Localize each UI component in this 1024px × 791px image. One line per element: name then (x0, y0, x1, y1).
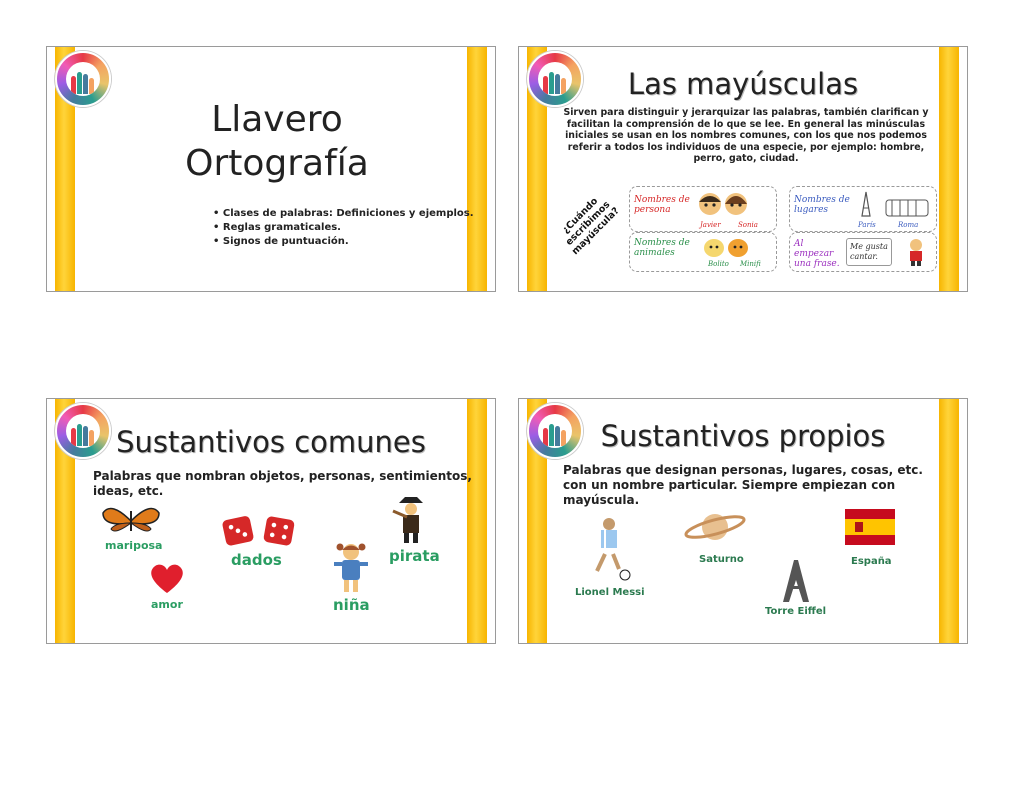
example-box-personas (629, 186, 777, 232)
right-yellow-bar (467, 47, 487, 291)
example-box-frase (789, 232, 937, 272)
slide-description: Palabras que nombran objetos, personas, sentimientos, ideas, etc. (93, 469, 472, 498)
bullet-item: • Signos de puntuación. (213, 235, 474, 249)
label-pirata: pirata (389, 547, 440, 565)
heart-icon (149, 563, 185, 595)
label-torre-eiffel: Torre Eiffel (765, 606, 827, 617)
example-name: Javier (700, 221, 721, 229)
slide-description: Palabras que designan personas, lugares, cosas, etc. con un nombre particular. Siempre empiezan con mayúscula. (563, 463, 923, 507)
box-label: Nombres de animales (634, 238, 690, 258)
slide-sustantivos-comunes (46, 398, 496, 644)
label-dados: dados (231, 551, 282, 569)
example-name: París (858, 221, 876, 229)
example-box-lugares (789, 186, 937, 232)
question-text: ¿Cuándo escribimos mayúscula? (560, 195, 622, 258)
class-logo-icon (55, 51, 111, 107)
soccer-player-icon (587, 517, 633, 581)
singing-child-icon (904, 237, 928, 267)
landmarks-icon (852, 190, 932, 218)
bullet-item: • Reglas gramaticales. (213, 221, 474, 235)
eiffel-tower-icon (779, 556, 813, 604)
slide-llavero-ortografia (46, 46, 496, 292)
pets-icon (700, 235, 752, 259)
example-sentence-card (846, 238, 892, 266)
slide-description: Sirven para distinguir y jerarquizar las palabras, también clarifican y facilitan la comprensión de lo que se lee. En general las minúsculas iniciales se usan en los nombres comunes, con los que nos podemos referir a todos los individuos de una especie, por ejemplo: hombre, perro, gato, ciudad. (563, 107, 929, 164)
bullet-item: • Clases de palabras: Definiciones y ejemplos. (213, 207, 474, 221)
box-label: Nombres de lugares (794, 195, 850, 215)
slide-title: Sustantivos propios (600, 419, 886, 453)
label-lionel-messi: Lionel Messi (575, 587, 645, 598)
children-faces-icon (696, 190, 752, 218)
label-nina: niña (333, 596, 370, 614)
slide-title: Las mayúsculas (627, 67, 859, 101)
example-name: Sonia (738, 221, 758, 229)
bullet-list (213, 207, 474, 249)
slide-sustantivos-propios (518, 398, 968, 644)
example-name: Roma (898, 221, 919, 229)
label-mariposa: mariposa (105, 539, 163, 552)
dice-icon (221, 513, 297, 547)
spain-flag-icon (843, 507, 897, 547)
slide-title-line1: Llavero (211, 99, 343, 140)
slide-title: Sustantivos comunes (116, 425, 426, 459)
girl-icon (329, 541, 373, 595)
example-name: Bolito (708, 260, 729, 268)
example-name: Minifi (740, 260, 761, 268)
saturn-icon (683, 509, 747, 545)
label-espana: España (851, 556, 892, 567)
label-amor: amor (151, 598, 183, 611)
example-box-animales (629, 232, 777, 272)
label-saturno: Saturno (699, 554, 744, 565)
slide-las-mayusculas (518, 46, 968, 292)
butterfly-icon (101, 505, 161, 537)
pirate-icon (387, 495, 433, 545)
box-label: Nombres de persona (634, 195, 690, 215)
box-label: Al empezar una frase. (794, 239, 840, 269)
example-sentence: Me gusta cantar. (850, 242, 888, 261)
slide-title-line2: Ortografía (185, 143, 369, 184)
